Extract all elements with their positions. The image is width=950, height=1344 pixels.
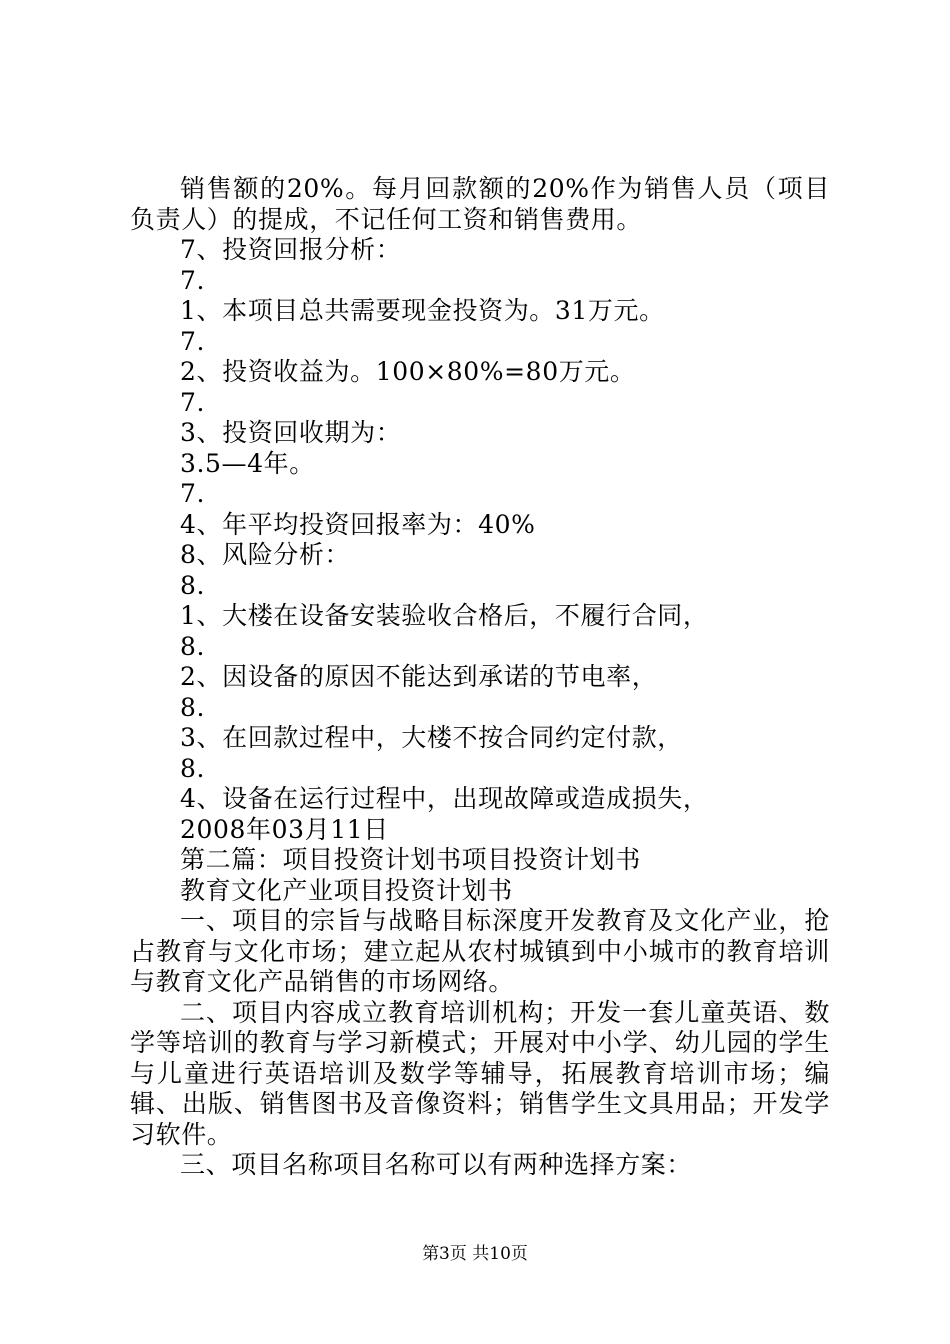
list-item: 2、因设备的原因不能达到承诺的节电率，	[180, 662, 658, 691]
list-item: 4、年平均投资回报率为：40%	[180, 509, 536, 539]
plan-title: 教育文化产业项目投资计划书	[180, 875, 513, 905]
list-item: 3.5—4年。	[180, 448, 315, 478]
paragraph-content: 二、项目内容成立教育培训机构；开发一套儿童英语、数学等培训的教育与学习新模式；开展对中小学、幼儿园的学生与儿童进行英语培训及数学等辅导，拓展教育培训市场；编辑、出版、销售图书及音像资料；销售学生文具用品；开发学习软件。	[130, 997, 830, 1149]
section-number: 8.	[180, 692, 206, 722]
list-item: 1、大楼在设备安装验收合格后，不履行合同，	[180, 601, 709, 630]
page-footer	[0, 1244, 950, 1264]
list-item: 2、投资收益为。100×80%=80万元。	[180, 357, 636, 386]
section-number: 7.	[180, 387, 206, 417]
paragraph-commission: 销售额的20%。每月回款额的20%作为销售人员（项目负责人）的提成，不记任何工资和销售费用。	[130, 174, 830, 234]
paragraph-name: 三、项目名称项目名称可以有两种选择方案：	[180, 1150, 693, 1179]
list-item: 3、投资回收期为：	[180, 418, 402, 447]
page-number: 第3页 共10页	[422, 1244, 528, 1264]
heading-roi-analysis: 7、投资回报分析：	[180, 235, 402, 264]
document-body	[130, 174, 830, 1181]
section-number: 7.	[180, 326, 206, 356]
list-item: 1、本项目总共需要现金投资为。31万元。	[180, 296, 665, 325]
list-item: 4、设备在运行过程中，出现故障或造成损失，	[180, 784, 709, 813]
chapter-title: 第二篇：项目投资计划书项目投资计划书	[180, 845, 641, 874]
section-number: 8.	[180, 570, 206, 600]
section-number: 7.	[180, 265, 206, 295]
section-number: 7.	[180, 479, 206, 508]
document-date: 2008年03月11日	[180, 814, 389, 844]
section-number: 8.	[180, 631, 206, 661]
heading-risk-analysis: 8、风险分析：	[180, 540, 351, 569]
section-number: 8.	[180, 753, 206, 783]
paragraph-purpose: 一、项目的宗旨与战略目标深度开发教育及文化产业，抢占教育与文化市场；建立起从农村城镇到中小城市的教育培训与教育文化产品销售的市场网络。	[130, 906, 830, 996]
list-item: 3、在回款过程中，大楼不按合同约定付款，	[180, 723, 683, 752]
